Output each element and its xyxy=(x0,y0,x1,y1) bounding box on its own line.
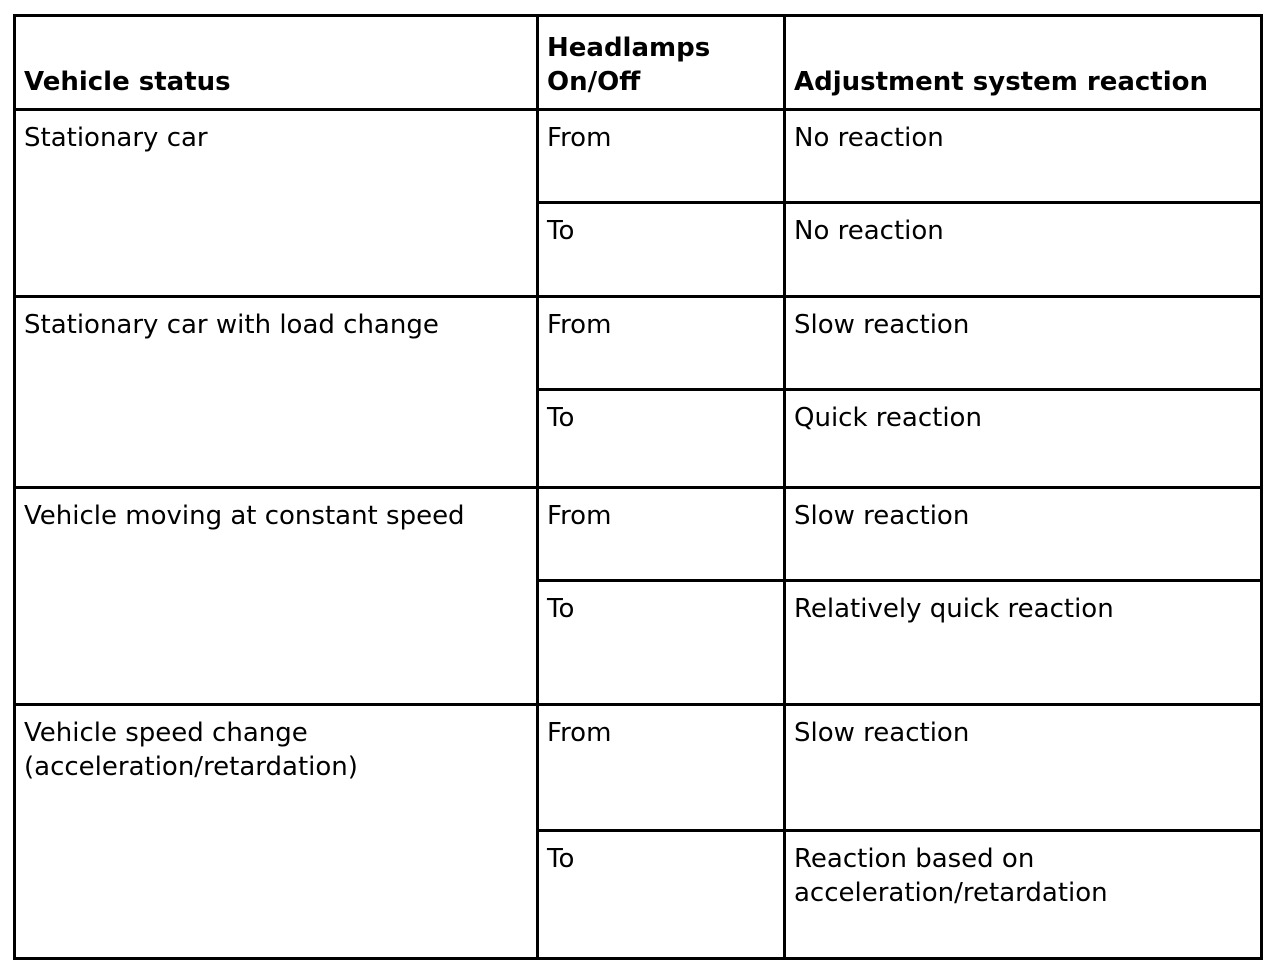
header-headlamps-line2: On/Off xyxy=(547,67,641,97)
status-cell: Vehicle moving at constant speed xyxy=(15,488,538,705)
reaction-cell xyxy=(785,831,1262,959)
headlamp-adjustment-table xyxy=(13,14,1263,960)
table-row xyxy=(15,297,1262,390)
reaction-line2: acceleration/retardation xyxy=(794,878,1108,908)
header-headlamps-line1: Headlamps xyxy=(547,33,711,63)
reaction-line1: Reaction based on xyxy=(794,844,1035,874)
reaction-cell: No reaction xyxy=(785,110,1262,203)
headlamps-cell: To xyxy=(538,390,785,488)
reaction-cell: Slow reaction xyxy=(785,297,1262,390)
status-cell: Stationary car with load change xyxy=(15,297,538,488)
headlamps-cell: From xyxy=(538,297,785,390)
table-row xyxy=(15,110,1262,203)
reaction-cell: No reaction xyxy=(785,203,1262,297)
headlamps-cell: From xyxy=(538,110,785,203)
header-headlamps xyxy=(538,16,785,110)
table-row xyxy=(15,488,1262,581)
headlamps-cell: From xyxy=(538,705,785,831)
reaction-cell: Slow reaction xyxy=(785,705,1262,831)
reaction-cell: Quick reaction xyxy=(785,390,1262,488)
headlamps-cell: To xyxy=(538,581,785,705)
reaction-cell: Slow reaction xyxy=(785,488,1262,581)
status-line1: Vehicle speed change xyxy=(24,718,308,748)
header-vehicle-status: Vehicle status xyxy=(15,16,538,110)
status-line2: (acceleration/retardation) xyxy=(24,752,358,782)
header-row xyxy=(15,16,1262,110)
headlamps-cell: To xyxy=(538,831,785,959)
reaction-cell: Relatively quick reaction xyxy=(785,581,1262,705)
status-cell xyxy=(15,705,538,959)
headlamps-cell: From xyxy=(538,488,785,581)
table-row xyxy=(15,705,1262,831)
headlamps-cell: To xyxy=(538,203,785,297)
status-cell: Stationary car xyxy=(15,110,538,297)
header-reaction: Adjustment system reaction xyxy=(785,16,1262,110)
